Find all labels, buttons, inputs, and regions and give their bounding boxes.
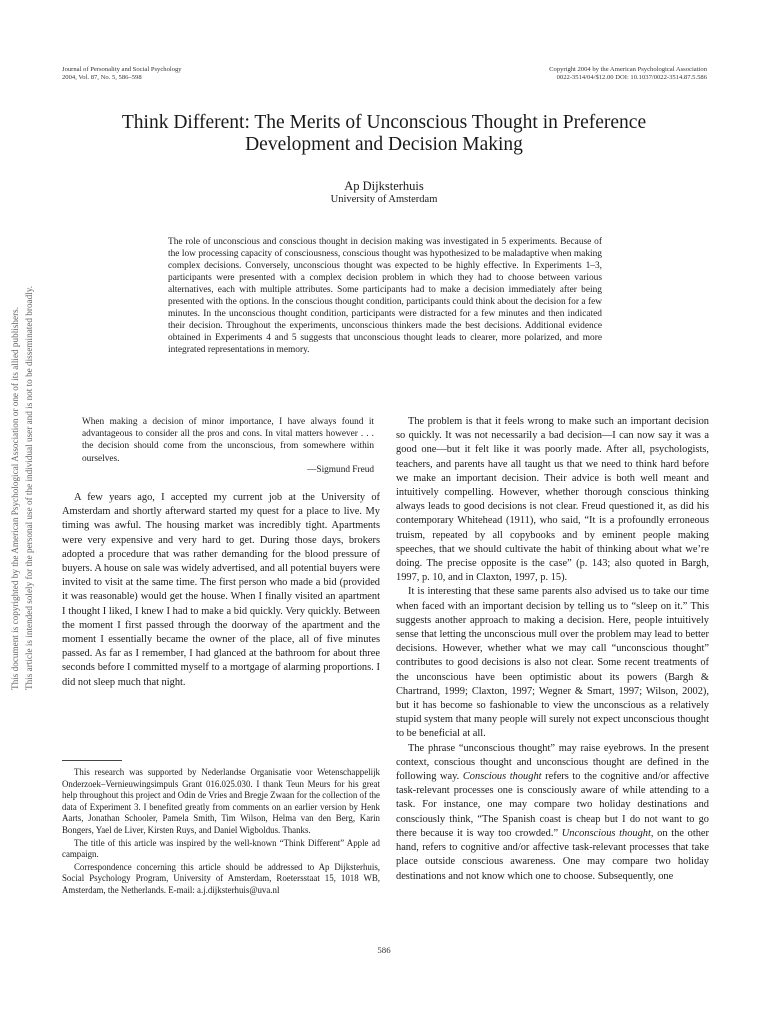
copyright-line: Copyright 2004 by the American Psychological Association	[549, 66, 707, 73]
title-line-2: Development and Decision Making	[245, 134, 523, 155]
body-paragraph	[396, 742, 709, 884]
title-line-1: Think Different: The Merits of Unconscious Thought in Preference	[121, 112, 647, 133]
footnote-divider	[62, 760, 122, 761]
text-run: on the other hand, refers to cognitive and/or affective task-relevant processes that take place outside conscious awareness. One may compare two holiday destinations and not know which one to choose. Subsequently, one	[396, 827, 709, 882]
text-run: The phrase “unconscious thought” may raise eyebrows. In the present context, conscious thought and unconscious thought are defined in the following way.	[396, 742, 709, 783]
body-paragraph: It is interesting that these same parents also advised us to take our time when faced with an important decision by telling us to “sleep on it.” This suggests another approach to making a decision. Here, people intuitively sense that letting the unconscious mull over the problem may lead to better decisions. However, whether what we may call “unconscious thought” contributes to good decisions is also not clear. Some recent treatments of the unconscious have been optimistic about its powers (Bargh & Chartrand, 1999; Claxton, 1997; Wegner & Smart, 1997; Wilson, 2002), but it has become so fashionable to view the unconscious as a relatively stupid system that many people will surely not expect unconscious thought to be beneficial at all.	[396, 586, 709, 740]
body-column-right	[396, 415, 709, 884]
journal-name: Journal of Personality and Social Psychology	[62, 66, 182, 73]
footnote-title-note: The title of this article was inspired by the well-known “Think Different” Apple ad campaign.	[62, 837, 380, 860]
body-paragraph: A few years ago, I accepted my current job at the University of Amsterdam and shortly afterward started my quest for a place to live. My timing was awful. The housing market was incredibly tight. Apartments were very expensive and very hard to get. During those days, brokers adopted a procedure that was rather demanding for the blood pressure of buyers. A house on sale was widely advertised, and all potential buyers were invited to visit at the same time. The first person who made a bid (provided it was reasonable) would get the house. When I finally visited an apartment I thought I liked, I knew I had to make a bid quickly. Very quickly. Between the moment I first passed through the doorway of the apartment and the moment I essentially became the owner of the place, all of five minutes passed. As far as I remember, I had glanced at the bathroom for about three seconds before I committed myself to a mortgage of alarming proportions. I did not sleep much that night.	[62, 492, 380, 688]
text-run: refers to the cognitive and/or affective task-relevant processes one is consciously aware of while attending to a task. For instance, one may compare two holiday destinations and consciously think, “The Spanish coast is cheap but I do not want to go there because it is way too crowded.”	[396, 771, 709, 839]
side-notice-line-2: This article is intended solely for the personal use of the individual user and is not to be disseminated broadly.	[24, 285, 34, 690]
doi-line: 0022-3514/04/$12.00 DOI: 10.1037/0022-3514.87.5.586	[556, 74, 707, 81]
side-notice-line-1: This document is copyrighted by the American Psychological Association or one of its allied publishers.	[10, 307, 20, 690]
body-column-left	[62, 491, 380, 690]
abstract: The role of unconscious and conscious thought in decision making was investigated in 5 experiments. Because of the low processing capacity of consciousness, conscious thought was hypothesized to be maladaptive when making complex decisions. Conversely, unconscious thought was expected to be highly effective. In Experiments 1–3, participants were presented with a complex decision problem in which they had to choose between various alternatives, each with multiple attributes. Some participants had to make a decision immediately after being presented with the options. In the conscious thought condition, participants could think about the decision for a few minutes. In the unconscious thought condition, participants were distracted for a few minutes and then indicated their decision. Throughout the experiments, unconscious thinkers made the best decisions. Additional evidence obtained in Experiments 4 and 5 suggests that unconscious thought leads to clearer, more polarized, and more integrated representations in memory.	[168, 237, 602, 355]
italic-term: Conscious thought	[462, 771, 542, 783]
epigraph-attribution: —Sigmund Freud	[307, 465, 374, 475]
italic-term: Unconscious thought,	[561, 827, 654, 839]
author-note	[62, 767, 380, 898]
epigraph-quote: When making a decision of minor importance, I have always found it advantageous to consider all the pros and cons. In vital matters however . . . the decision should come from the unconscious, from somewhere within ourselves.	[82, 417, 374, 464]
footnote-funding: This research was supported by Nederlandse Organisatie voor Wetenschappelijk Onderzoek–Vernieuwingsimpuls Grant 016.025.030. I thank Teun Meurs for his great help throughout this project and Odin de Vries and Bregje Zwaan for the collection of the data of Experiment 3. I benefited greatly from comments on an earlier version by Henk Aarts, Jonathan Schooler, Pamela Smith, Tim Wilson, Helma van den Berg, Karin Bongers, Yael de Liver, Kirsten Ruys, and Daniel Wigboldus. Thanks.	[62, 767, 380, 835]
journal-volume: 2004, Vol. 87, No. 5, 586–598	[62, 74, 142, 81]
body-paragraph: The problem is that it feels wrong to make such an important decision so quickly. It was not necessarily a bad decision—I can now say it was a good one—but it felt like it was poorly made. After all, psychologists, teachers, and parents have all taught us that we need to think hard before we make an important decision. Their advice is both well meant and intuitively compelling. However, whether thorough conscious thinking always leads to good decisions is not clear. Freud questioned it, as did his contemporary Whitehead (1911), who said, “It is a profoundly erroneous truism, repeated by all copybooks and by eminent people making speeches, that we should cultivate the habit of thinking about what we’re doing. The precise opposite is the case” (p. 143; also quoted in Bargh, 1997, p. 10, and in Claxton, 1997, p. 15).	[396, 416, 709, 584]
page-number: 586	[377, 945, 391, 955]
author-affiliation: University of Amsterdam	[330, 194, 438, 205]
author-name: Ap Dijksterhuis	[344, 179, 424, 193]
footnote-correspondence: Correspondence concerning this article should be addressed to Ap Dijksterhuis, Social Psychology Program, University of Amsterdam, Roetersstaat 15, 1018 WB, Amsterdam, the Netherlands. E-mail: a.j.dijksterhuis@uva.nl	[62, 861, 380, 895]
article-title	[80, 112, 688, 156]
copyright-block	[430, 66, 707, 82]
journal-citation	[62, 66, 182, 82]
